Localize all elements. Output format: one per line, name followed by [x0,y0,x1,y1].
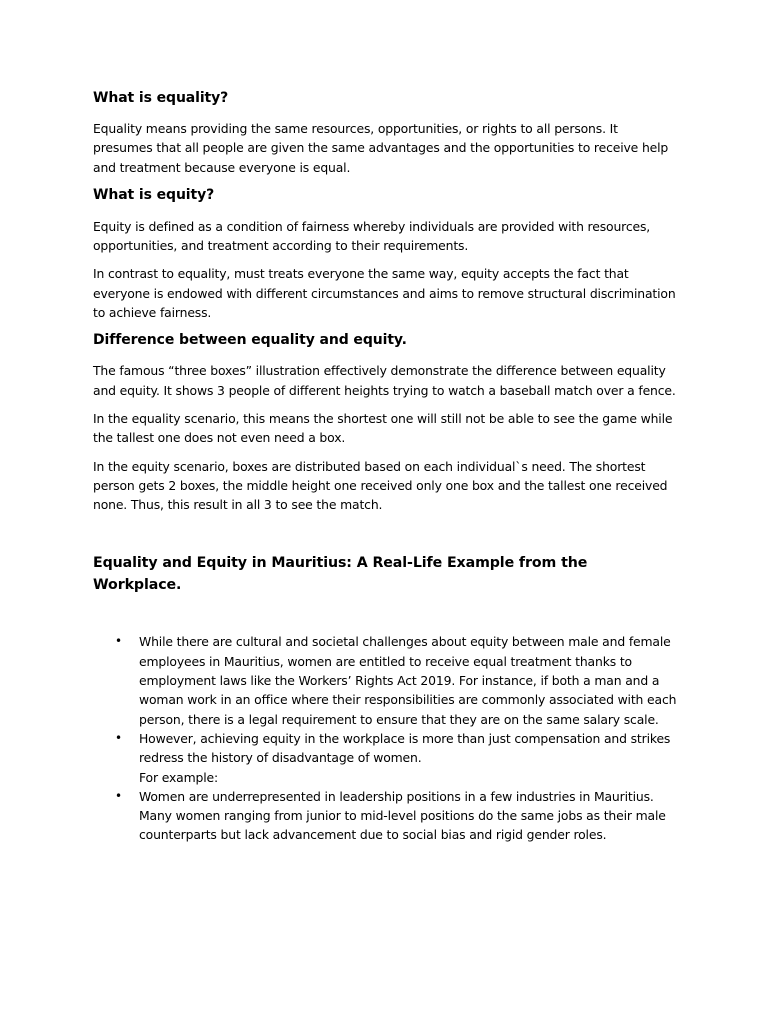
heading-mauritius-example: Equality and Equity in Mauritius: A Real-Life Example from the Workplace. [93,555,588,594]
paragraph-three-boxes: The famous “three boxes” illustration effectively demonstrate the difference between equality and equity. It shows 3 people of different heights trying to watch a baseball match over a fence. [93,363,676,398]
document-page [93,86,678,845]
paragraph-equity-scenario: In the equity scenario, boxes are distributed based on each individual`s need. The shortest person gets 2 boxes, the middle height one received only one box and the tallest one received none. Thus, this result in all 3 to see the match. [93,458,668,513]
heading-equality: What is equality? [93,90,229,106]
list-item-text: However, achieving equity in the workplace is more than just compensation and strikes redress the history of disadvantage of women. [139,730,671,766]
bullet-icon: • [115,634,122,649]
bullet-icon: • [115,730,122,745]
paragraph-equity-definition: Equity is defined as a condition of fairness whereby individuals are provided with resources, opportunities, and treatment according to their requirements. [93,218,651,254]
paragraph-equality-scenario: In the equality scenario, this means the shortest one will still not be able to see the game while the tallest one does not even need a box. [93,410,673,446]
list-item-subtext: For example: [139,769,219,785]
bullet-icon: • [115,788,122,803]
paragraph-equality-definition: Equality means providing the same resources, opportunities, or rights to all persons. It presumes that all people are given the same advantages and the opportunities to receive help and treatment because everyone is equal. [93,121,669,175]
heading-equity: What is equity? [93,186,215,203]
list-item-text: Women are underrepresented in leadership positions in a few industries in Mauritius. Many women ranging from junior to mid-level positions do the same jobs as their male counterparts but lack advancement due to social bias and rigid gender roles. [139,788,666,843]
list-item [93,632,678,728]
heading-difference: Difference between equality and equity. [93,332,407,349]
list-item [93,729,678,787]
list-item [93,787,678,845]
paragraph-equity-contrast: In contrast to equality, must treats everyone the same way, equity accepts the fact that everyone is endowed with different circumstances and aims to remove structural discrimination to achieve fairness. [93,266,676,321]
list-item-text: While there are cultural and societal challenges about equity between male and female employees in Mauritius, women are entitled to receive equal treatment thanks to employment laws like the Workers’ Rights Act 2019. For instance, if both a man and a woman work in an office where their responsibilities are commonly associated with each person, there is a legal requirement to ensure that they are on the same salary scale. [139,634,677,727]
bullet-list [93,632,678,844]
